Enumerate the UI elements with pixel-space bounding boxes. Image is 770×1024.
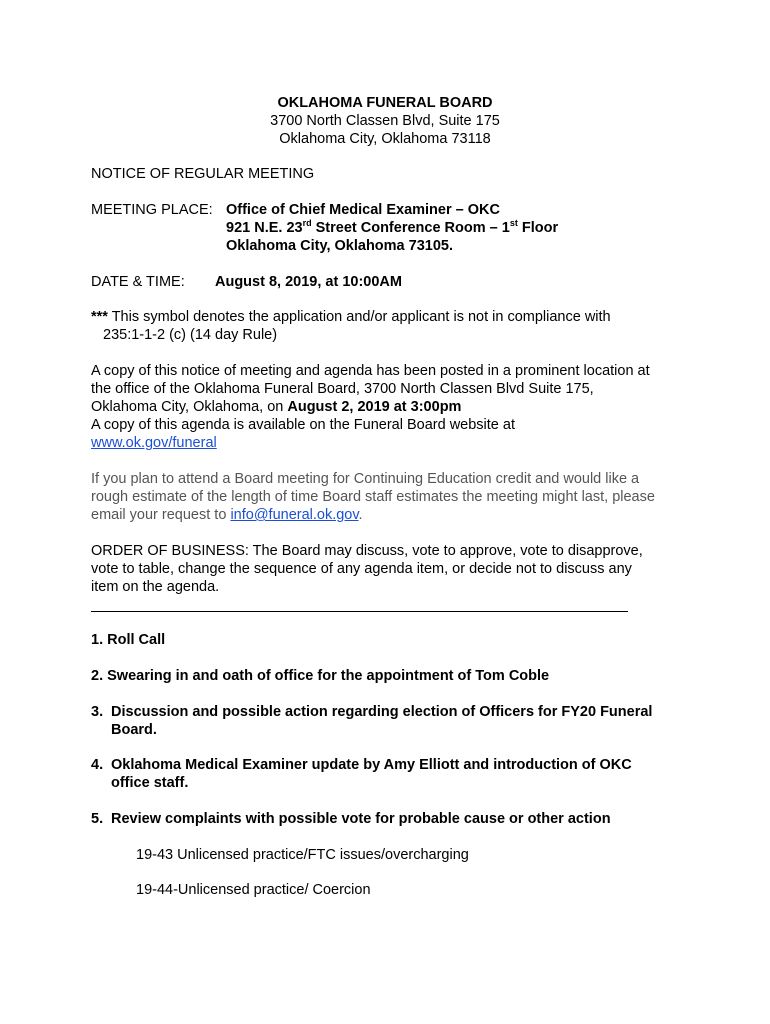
agenda-item-5-number: 5. <box>91 811 104 827</box>
order-of-business-line2: vote to table, change the sequence of any agenda item, or decide not to discuss any <box>91 561 632 577</box>
meeting-place-line3: Oklahoma City, Oklahoma 73105. <box>226 238 453 254</box>
agenda-item-4-line1: Oklahoma Medical Examiner update by Amy Elliott and introduction of OKC <box>111 757 632 773</box>
meeting-place-line1: Office of Chief Medical Examiner – OKC <box>226 202 500 218</box>
agenda-item-2: 2. Swearing in and oath of office for the appointment of Tom Coble <box>91 668 550 684</box>
agenda-item-4-line2: office staff. <box>111 775 189 791</box>
agenda-item-3-number: 3. <box>91 704 104 720</box>
posting-line4: A copy of this agenda is available on the Funeral Board website at <box>91 417 515 433</box>
agenda-item-4-number: 4. <box>91 757 104 773</box>
compliance-note-line2: 235:1-1-2 (c) (14 day Rule) <box>103 327 278 343</box>
complaint-item: 19-43 Unlicensed practice/FTC issues/overcharging <box>136 847 469 863</box>
ce-note-line2: rough estimate of the length of time Board staff estimates the meeting might last, please <box>91 489 655 505</box>
posting-line2: the office of the Oklahoma Funeral Board, 3700 North Classen Blvd Suite 175, <box>91 381 594 397</box>
agenda-item-1: 1. Roll Call <box>91 632 166 648</box>
order-of-business-line1: ORDER OF BUSINESS: The Board may discuss, vote to approve, vote to disapprove, <box>91 543 643 559</box>
posting-line1: A copy of this notice of meeting and agenda has been posted in a prominent location at <box>91 363 650 379</box>
board-address-line2: Oklahoma City, Oklahoma 73118 <box>279 131 491 147</box>
website-row <box>91 434 217 452</box>
date-time-value: August 8, 2019, at 10:00AM <box>215 274 402 290</box>
posting-line3: Oklahoma City, Oklahoma, on August 2, 2019 at 3:00pm <box>91 399 462 415</box>
email-link[interactable]: info@funeral.ok.gov <box>230 507 359 523</box>
complaint-item: 19-44-Unlicensed practice/ Coercion <box>136 882 371 898</box>
meeting-place-label: MEETING PLACE: <box>91 202 213 218</box>
ce-note-line3: email your request to info@funeral.ok.gov. <box>91 507 363 523</box>
notice-title: NOTICE OF REGULAR MEETING <box>91 166 315 182</box>
agenda-item-3-line1: Discussion and possible action regarding election of Officers for FY20 Funeral <box>111 704 653 720</box>
meeting-place-line2: 921 N.E. 23rd Street Conference Room – 1st Floor <box>226 218 559 236</box>
website-link[interactable]: www.ok.gov/funeral <box>91 435 217 451</box>
agenda-item-5-line1: Review complaints with possible vote for probable cause or other action <box>111 811 611 827</box>
board-title: OKLAHOMA FUNERAL BOARD <box>277 95 493 111</box>
board-address-line1: 3700 North Classen Blvd, Suite 175 <box>270 113 500 129</box>
order-of-business-line3: item on the agenda. <box>91 579 220 595</box>
ce-note-line1: If you plan to attend a Board meeting for Continuing Education credit and would like a <box>91 471 640 487</box>
section-divider <box>91 611 628 612</box>
date-time-label: DATE & TIME: <box>91 274 185 290</box>
agenda-item-3-line2: Board. <box>111 722 157 738</box>
compliance-note-line1: *** This symbol denotes the application and/or applicant is not in compliance with <box>91 309 611 325</box>
